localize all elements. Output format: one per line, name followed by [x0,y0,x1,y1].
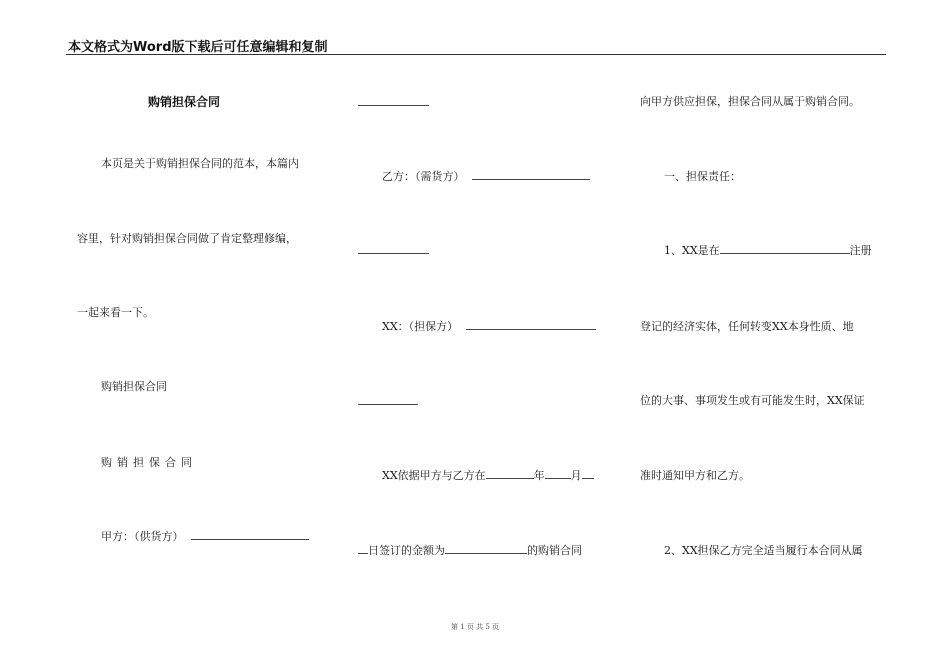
party-b-label: 乙方：（需货方） [382,170,465,183]
blank-line-2 [358,253,429,254]
month-blank [545,470,571,479]
registration-blank [720,245,850,254]
basis-text: XX依据甲方与乙方在 [382,469,486,482]
year-blank [486,470,534,479]
page-number: 第 1 页 共 5 页 [450,623,500,631]
sign-tail-text: 的购销合同 [527,544,582,557]
document-title: 购销担保合同 [148,95,221,109]
year-label: 年 [533,469,545,482]
item-1-line-1 [664,242,872,258]
sign-line [358,542,582,558]
item-2-line-1: 2、XX担保乙方完全适当履行本合同从属 [664,544,863,557]
month-label: 月 [570,469,582,482]
party-a-line [101,528,309,544]
item-1-prefix: 1、XX是在 [664,244,720,257]
party-a-blank [191,531,309,540]
party-b-blank [472,171,590,180]
party-b-line [382,168,590,184]
sign-day-text: 日签订的金额为 [368,544,445,557]
section-1-heading: 一、担保责任： [664,170,741,183]
day-blank-cont [358,545,368,554]
blank-line-3 [358,404,418,405]
party-a-label: 甲方：（供货方） [101,530,184,543]
header-title: 本文格式为Word版下载后可任意编辑和复制 [68,40,328,55]
basis-line [382,467,594,483]
col3-line-1: 向甲方供应担保，担保合同从属于购销合同。 [640,95,860,108]
amount-blank [445,545,527,554]
item-1-suffix: 注册 [849,244,872,257]
guarantor-label: XX：（担保方） [382,320,459,333]
item-1-line-3: 位的大事、事项发生或有可能发生时，XX保证 [640,394,865,407]
subtitle-2: 购销担保合同 [101,456,197,469]
header-divider [66,54,886,55]
guarantor-line [382,318,596,334]
guarantor-blank [466,321,596,330]
intro-line-2: 容里，针对购销担保合同做了肯定整理修编， [77,232,297,245]
intro-line-3: 一起来看一下。 [77,306,154,319]
item-1-line-2: 登记的经济实体，任何转变XX本身性质、地 [640,320,854,333]
subtitle-1: 购销担保合同 [101,380,167,393]
intro-line-1: 本页是关于购销担保合同的范本，本篇内 [101,157,299,170]
blank-line-1 [358,105,429,106]
day-blank [582,470,594,479]
item-1-line-4: 准时通知甲方和乙方。 [640,469,750,482]
